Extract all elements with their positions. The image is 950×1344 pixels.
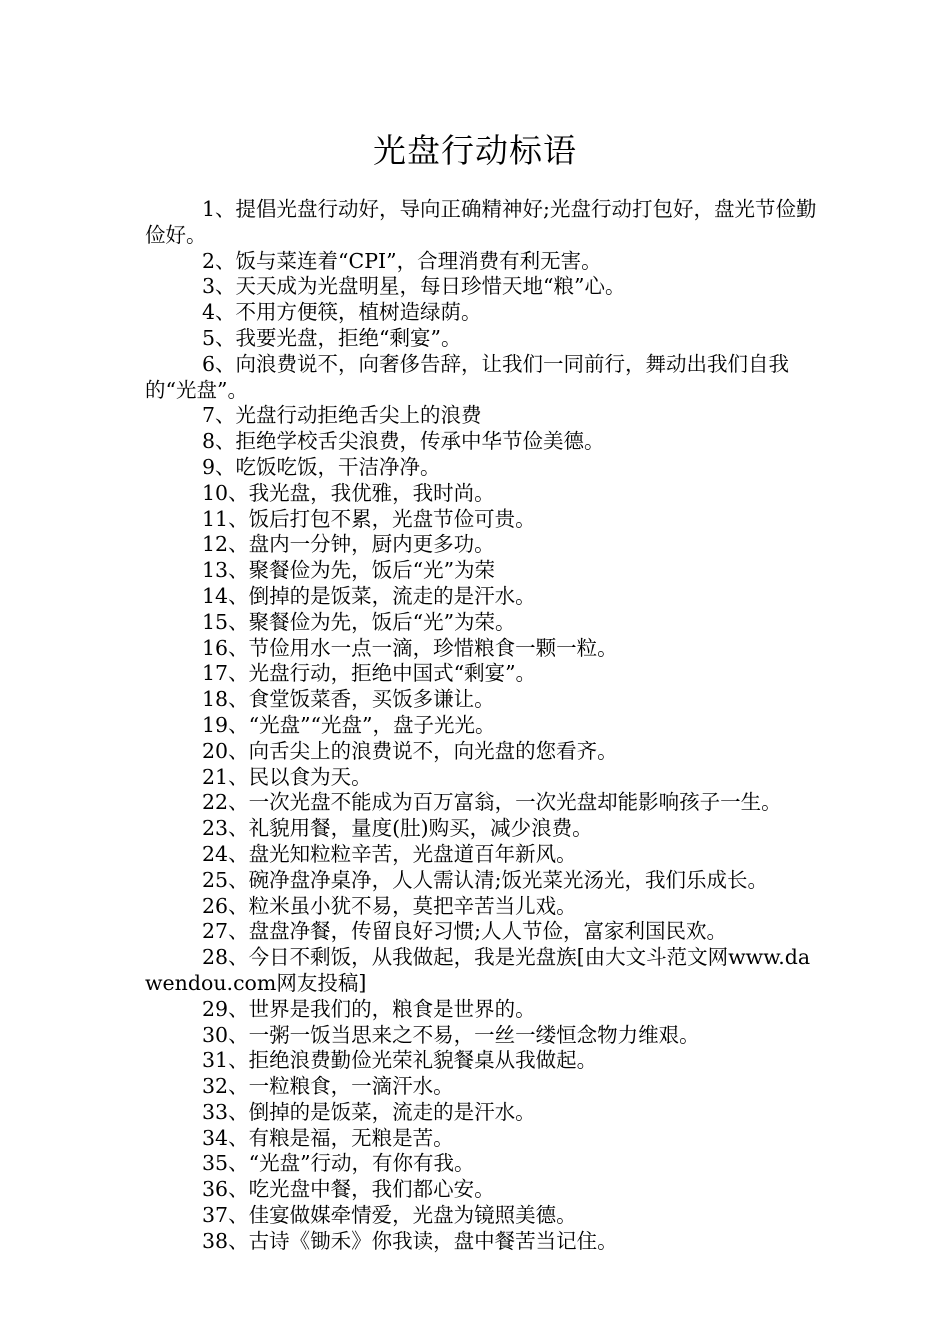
slogan-item: 2、饭与菜连着“CPI”，合理消费有利无害。	[202, 248, 602, 273]
slogan-item: 19、“光盘”“光盘”，盘子光光。	[202, 712, 496, 737]
slogan-item: 35、“光盘”行动，有你有我。	[202, 1151, 475, 1176]
slogan-item: 6、向浪费说不，向奢侈告辞，让我们一同前行，舞动出我们自我的“光盘”。	[145, 351, 790, 402]
slogan-item: 31、拒绝浪费勤俭光荣礼貌餐桌从我做起。	[202, 1048, 598, 1073]
slogan-item: 24、盘光知粒粒辛苦，光盘道百年新风。	[202, 841, 577, 866]
slogan-item: 11、饭后打包不累，光盘节俭可贵。	[202, 506, 536, 531]
slogan-item: 15、聚餐俭为先，饭后“光”为荣。	[202, 609, 516, 634]
slogan-item: 10、我光盘，我优雅，我时尚。	[202, 480, 495, 505]
slogan-item: 16、节俭用水一点一滴，珍惜粮食一颗一粒。	[202, 635, 618, 660]
slogan-item: 34、有粮是福，无粮是苦。	[202, 1125, 454, 1150]
slogan-list	[145, 197, 817, 1255]
slogan-item: 23、礼貌用餐，量度(肚)购买，减少浪费。	[202, 816, 593, 841]
slogan-item: 28、今日不剩饭，从我做起，我是光盘族[由大文斗范文网www.dawendou.com网友投稿]	[145, 945, 811, 995]
slogan-item: 36、吃光盘中餐，我们都心安。	[202, 1177, 495, 1202]
slogan-item: 13、聚餐俭为先，饭后“光”为荣	[202, 558, 496, 583]
slogan-item: 27、盘盘净餐，传留良好习惯;人人节俭，富家利国民欢。	[202, 919, 727, 944]
slogan-item: 37、佳宴做媒牵情爱，光盘为镜照美德。	[202, 1203, 577, 1228]
slogan-item: 25、碗净盘净桌净，人人需认清;饭光菜光汤光，我们乐成长。	[202, 867, 768, 892]
slogan-item: 5、我要光盘，拒绝“剩宴”。	[202, 325, 462, 350]
slogan-item: 32、一粒粮食，一滴汗水。	[202, 1074, 454, 1099]
slogan-item: 30、一粥一饭当思来之不易，一丝一缕恒念物力维艰。	[202, 1022, 700, 1047]
slogan-item: 9、吃饭吃饭，干洁净净。	[202, 454, 441, 479]
slogan-item: 8、拒绝学校舌尖浪费，传承中华节俭美德。	[202, 429, 605, 454]
slogan-item: 3、天天成为光盘明星，每日珍惜天地“粮”心。	[202, 274, 626, 299]
slogan-item: 29、世界是我们的，粮食是世界的。	[202, 996, 536, 1021]
slogan-item: 12、盘内一分钟，厨内更多功。	[202, 532, 495, 557]
document-title: 光盘行动标语	[373, 131, 577, 170]
slogan-item: 4、不用方便筷，植树造绿荫。	[202, 300, 482, 325]
slogan-item: 1、提倡光盘行动好，导向正确精神好;光盘行动打包好，盘光节俭勤俭好。	[145, 197, 817, 247]
slogan-item: 20、向舌尖上的浪费说不，向光盘的您看齐。	[202, 738, 618, 763]
slogan-item: 17、光盘行动，拒绝中国式“剩宴”。	[202, 661, 537, 686]
slogan-item: 18、食堂饭菜香，买饭多谦让。	[202, 687, 495, 712]
slogan-item: 7、光盘行动拒绝舌尖上的浪费	[202, 403, 482, 428]
slogan-item: 38、古诗《锄禾》你我读，盘中餐苦当记住。	[202, 1228, 618, 1253]
slogan-item: 22、一次光盘不能成为百万富翁，一次光盘却能影响孩子一生。	[202, 790, 782, 815]
slogan-item: 21、民以食为天。	[202, 764, 372, 789]
slogan-item: 33、倒掉的是饭菜，流走的是汗水。	[202, 1099, 536, 1124]
slogan-item: 14、倒掉的是饭菜，流走的是汗水。	[202, 583, 536, 608]
slogan-item: 26、粒米虽小犹不易，莫把辛苦当儿戏。	[202, 893, 577, 918]
